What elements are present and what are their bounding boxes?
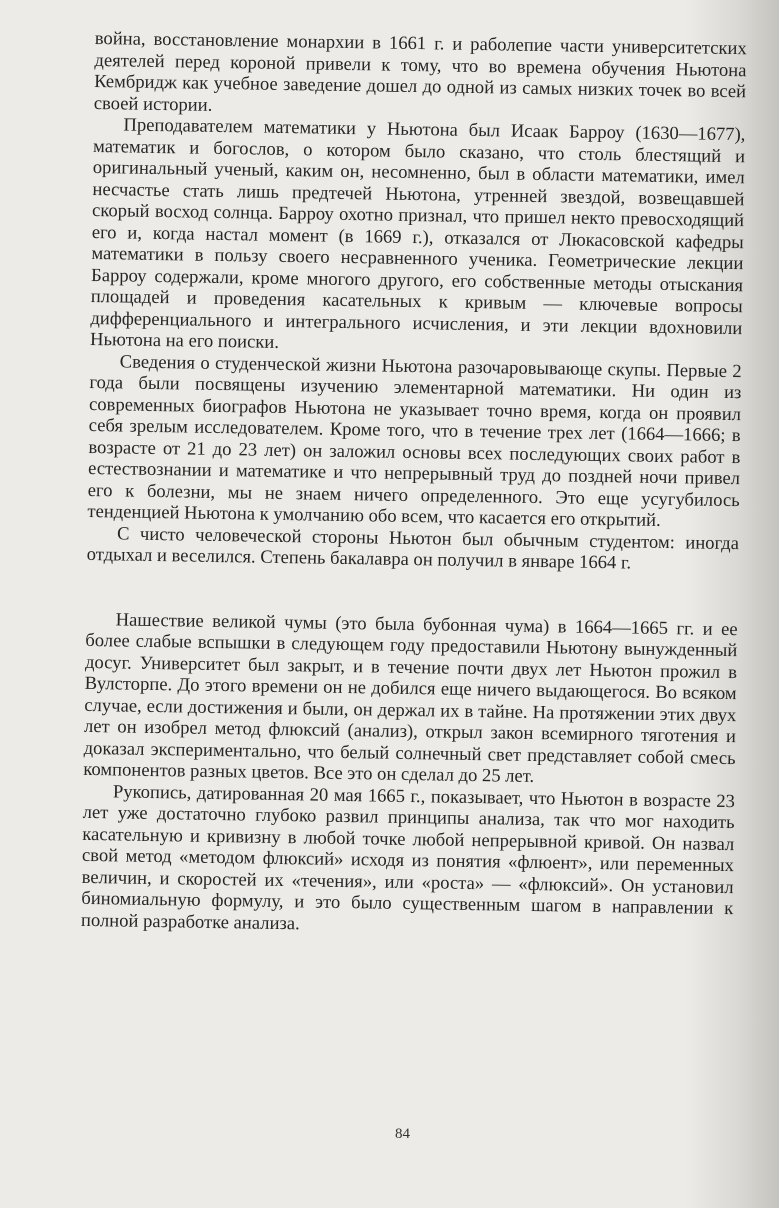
paragraph-barrow: Преподавателем математики у Ньютона был Исаак Барроу (1630—1677), математик и богослов, о котором было сказано, что столь блестящий и оригинальный ученый, каким он, несомненно, был в области математики, имел несчастье стать лишь предтечей Ньютона, утренней звездой, возвещавшей скорый восход солнца. Барроу охотно признал, что пришел некто превосходящий его и, когда настал момент (в 1669 г.), отказался от Люкасовской кафедры математики в пользу своего несравненного ученика. Геометрические лекции Барроу содержали, кроме многого другого, его собственные методы отыскания площадей и проведения касательных к кривым — ключевые вопросы дифференциального и интегрального исчисления, и эти лекции вдохновили Ньютона на его поиски. — [89, 114, 746, 353]
paragraph-manuscript: Рукопись, датированная 20 мая 1665 г., показывает, что Ньютон в возрасте 23 лет уже достаточно глубоко развил принципы анализа, так что мог находить касательную и кривизну в любой точке любой непрерывной кривой. Он назвал свой метод «методом флюксий» исходя из понятия «флюент», или переменных величин, и скоростей их «течения», или «роста» — «флюксий». Он установил биномиальную формулу, и это было существенным шагом в направлении к полной разработке анализа. — [80, 780, 736, 934]
paragraph-student-life: Сведения о студенческой жизни Ньютона разочаровывающе скупы. Первые 2 года были посвящены изучению элементарной математики. Ни один из современных биографов Ньютона не указывает точно время, когда он проявил себя зрелым исследователем. Кроме того, что в течение трех лет (1664—1666; в возрасте от 21 до 23 лет) он заложил основы всех последующих своих работ в естествознании и математике и что непрерывный труд до поздней ночи привел его к болезни, мы не знаем ничего определенного. Это еще усугубилось тенденцией Ньютона к умолчанию обо всем, что касается его открытий. — [87, 350, 742, 531]
paragraph-human-side: С чисто человеческой стороны Ньютон был обычным студентом: иногда отдыхал и веселился. Степень бакалавра он получил в январе 1664 г. — [86, 522, 740, 574]
page-number: 84 — [395, 1126, 410, 1142]
body-text — [81, 28, 747, 941]
paragraph-plague: Нашествие великой чумы (это была бубонная чума) в 1664—1665 гг. и ее более слабые вспышки в следующем году предоставили Ньютону вынужденный досуг. Университет был закрыт, и в течение почти двух лет Ньютон прожил в Вулсторпе. До этого времени он не добился еще ничего выдающегося. Во всяком случае, если достижения и были, он держал их в тайне. На протяжении этих двух лет он изобрел метод флюксий (анализ), открыл закон всемирного тяготения и доказал экспериментально, что белый солнечный свет представляет собой смесь компонентов разных цветов. Все это он сделал до 25 лет. — [83, 608, 738, 787]
paragraph-continuation: война, восстановление монархии в 1661 г. и раболепие части университетских деятелей перед короной привели к тому, что во времена обучения Ньютона Кембридж как учебное заведение дошел до одной из самых низких точек во всей своей истории. — [93, 28, 747, 116]
